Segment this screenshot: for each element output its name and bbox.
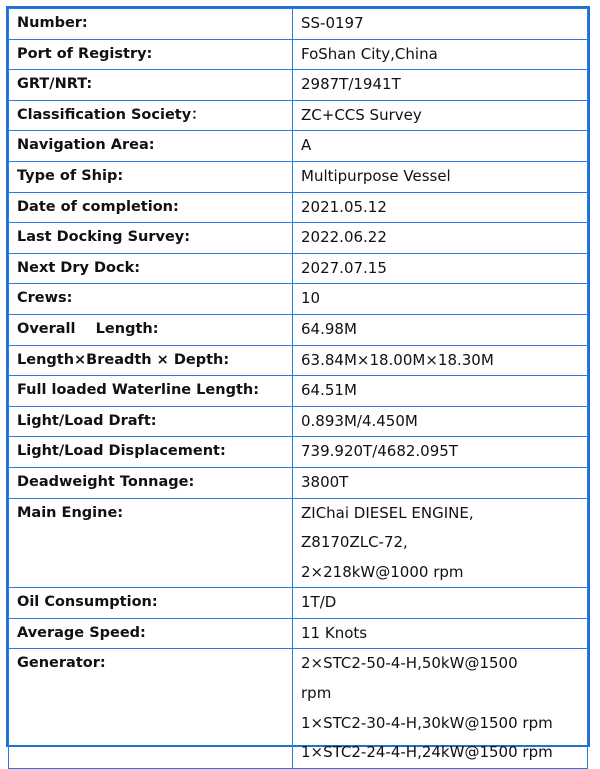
spec-value-line: 2022.06.22 [301, 228, 387, 247]
spec-label: Light/Load Draft: [9, 406, 293, 437]
spec-label: Port of Registry: [9, 39, 293, 70]
spec-value-line: 11 Knots [301, 623, 368, 642]
spec-value-line: 3800T [301, 472, 349, 491]
spec-value-line: 0.893M/4.450M [301, 411, 418, 430]
spec-value [293, 9, 588, 40]
spec-value [293, 161, 588, 192]
spec-row [9, 618, 588, 649]
spec-value-line: Z8170ZLC-72, [301, 533, 408, 552]
spec-value [293, 70, 588, 101]
spec-value [293, 284, 588, 315]
spec-label: Date of completion: [9, 192, 293, 223]
spec-label: Crews: [9, 284, 293, 315]
spec-row [9, 253, 588, 284]
spec-label: Light/Load Displacement: [9, 437, 293, 468]
spec-value-line: 1T/D [301, 593, 337, 612]
spec-row [9, 588, 588, 619]
spec-value-line: FoShan City,China [301, 44, 438, 63]
spec-value [293, 498, 588, 588]
spec-row [9, 161, 588, 192]
spec-value-line: 1×STC2-24-4-H,24kW@1500 rpm [301, 743, 553, 762]
spec-row [9, 192, 588, 223]
spec-value-line: 64.51M [301, 381, 357, 400]
spec-label: Main Engine: [9, 498, 293, 588]
spec-value [293, 253, 588, 284]
spec-row [9, 284, 588, 315]
spec-value [293, 618, 588, 649]
spec-value-line: ZC+CCS Survey [301, 105, 422, 124]
spec-value [293, 192, 588, 223]
spec-value [293, 345, 588, 376]
spec-value [293, 314, 588, 345]
spec-label: Classification Society： [9, 100, 293, 131]
spec-label: Type of Ship: [9, 161, 293, 192]
spec-row [9, 314, 588, 345]
spec-row [9, 437, 588, 468]
spec-value-line: 2×STC2-50-4-H,50kW@1500 [301, 654, 518, 673]
spec-row [9, 100, 588, 131]
spec-label: GRT/NRT: [9, 70, 293, 101]
spec-value [293, 649, 588, 768]
spec-value [293, 588, 588, 619]
spec-value-line: 739.920T/4682.095T [301, 442, 458, 461]
spec-row [9, 649, 588, 768]
spec-label: Length×Breadth × Depth: [9, 345, 293, 376]
spec-label: Number: [9, 9, 293, 40]
spec-value-line: 10 [301, 289, 321, 308]
spec-row [9, 223, 588, 254]
spec-row [9, 70, 588, 101]
spec-value-line: rpm [301, 684, 332, 703]
spec-value-line: Multipurpose Vessel [301, 166, 451, 185]
spec-label: Navigation Area: [9, 131, 293, 162]
spec-value-line: 2021.05.12 [301, 197, 387, 216]
spec-value-line: 2×218kW@1000 rpm [301, 562, 464, 581]
spec-value [293, 131, 588, 162]
spec-value [293, 39, 588, 70]
spec-label: Full loaded Waterline Length: [9, 376, 293, 407]
spec-value [293, 406, 588, 437]
spec-row [9, 39, 588, 70]
spec-value-line: 1×STC2-30-4-H,30kW@1500 rpm [301, 713, 553, 732]
vessel-spec-table [8, 8, 588, 769]
spec-value-line: 63.84M×18.00M×18.30M [301, 350, 494, 369]
spec-value-line: 2987T/1941T [301, 75, 401, 94]
spec-row [9, 376, 588, 407]
spec-table-body [9, 9, 588, 769]
spec-row [9, 131, 588, 162]
spec-row [9, 498, 588, 588]
spec-value-line: 64.98M [301, 319, 357, 338]
spec-label: Overall Length: [9, 314, 293, 345]
spec-row [9, 467, 588, 498]
spec-label: Generator: [9, 649, 293, 768]
spec-row [9, 9, 588, 40]
spec-row [9, 406, 588, 437]
spec-label: Next Dry Dock: [9, 253, 293, 284]
spec-label: Deadweight Tonnage: [9, 467, 293, 498]
vessel-spec-table-frame [6, 6, 590, 762]
spec-value [293, 376, 588, 407]
spec-label: Average Speed: [9, 618, 293, 649]
spec-value-line: ZIChai DIESEL ENGINE, [301, 503, 474, 522]
spec-value-line: A [301, 136, 312, 155]
spec-value [293, 223, 588, 254]
spec-value [293, 467, 588, 498]
spec-value [293, 437, 588, 468]
spec-value-line: 2027.07.15 [301, 258, 387, 277]
spec-value-line: SS-0197 [301, 14, 364, 32]
spec-label: Last Docking Survey: [9, 223, 293, 254]
spec-value [293, 100, 588, 131]
spec-label: Oil Consumption: [9, 588, 293, 619]
spec-row [9, 345, 588, 376]
